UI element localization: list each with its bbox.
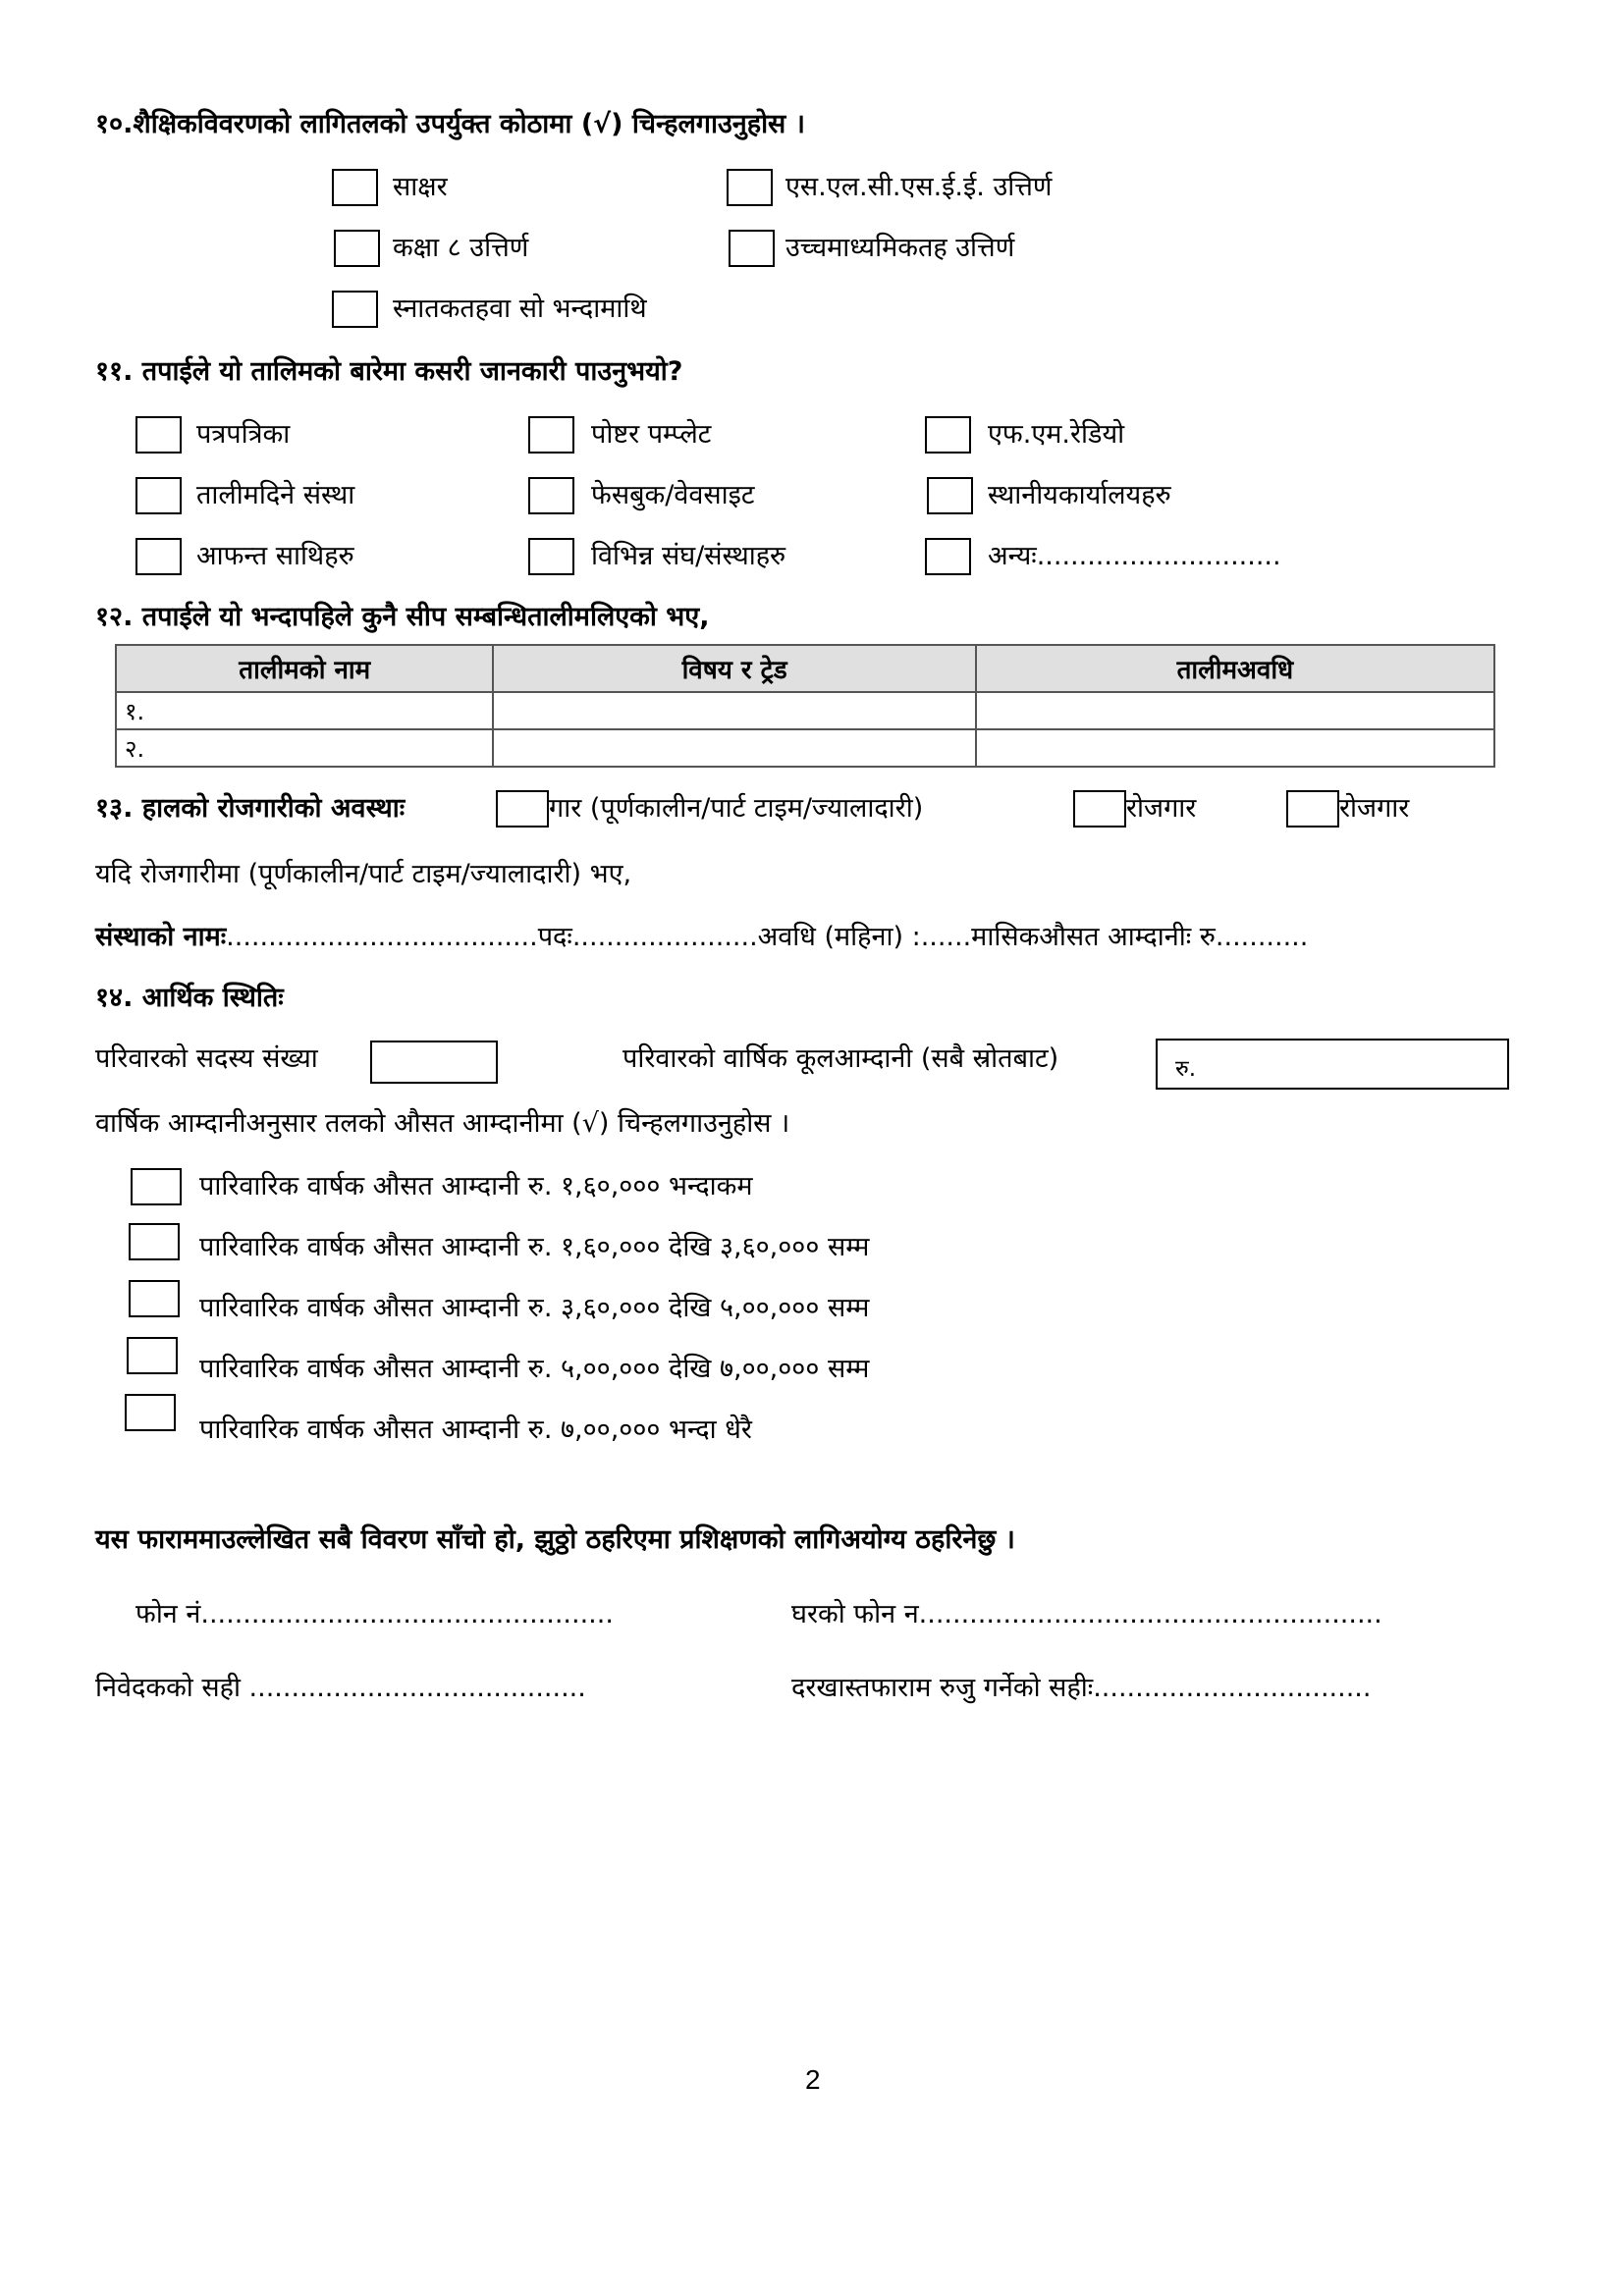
checkbox-employed[interactable] — [496, 790, 549, 828]
page-number: 2 — [805, 2064, 821, 2095]
table-cell[interactable]: २. — [116, 729, 493, 767]
training-table — [115, 644, 1495, 768]
checkbox-income-160k-360k[interactable] — [129, 1223, 180, 1260]
checkbox-income-above-700k[interactable] — [125, 1394, 176, 1431]
checkbox-higher-secondary[interactable] — [729, 230, 775, 267]
annual-income-input[interactable] — [1156, 1039, 1509, 1090]
option-label: पोष्टर पम्प्लेट — [591, 419, 712, 450]
q11-title: ११. तपाईले यो तालिमको बारेमा कसरी जानकारी पाउनुभयो? — [95, 356, 683, 387]
checkbox-bachelor-above[interactable] — [332, 291, 378, 328]
q14-title: १४. आर्थिक स्थितिः — [95, 983, 284, 1013]
organization-line — [95, 921, 1308, 954]
column-header: तालीमको नाम — [116, 645, 493, 692]
checkbox-class8-passed[interactable] — [334, 230, 380, 267]
checkbox-self-employed[interactable] — [1073, 790, 1126, 828]
phone-field[interactable]: फोन नं................................................. — [135, 1599, 614, 1629]
checkbox-training-org[interactable] — [135, 477, 182, 514]
q10-title: १०.शैक्षिकविवरणको लागितलको उपर्युक्त कोठामा (√) चिन्हलगाउनुहोस । — [95, 109, 805, 139]
checkbox-relatives-friends[interactable] — [135, 538, 182, 575]
table-row — [116, 729, 1494, 767]
members-label: परिवारको सदस्य संख्या — [95, 1043, 318, 1074]
checkbox-facebook-website[interactable] — [528, 477, 574, 514]
table-cell[interactable] — [976, 692, 1494, 729]
option-label: विभिन्न संघ/संस्थाहरु — [591, 541, 786, 571]
option-label: स्थानीयकार्यालयहरु — [988, 480, 1171, 510]
option-label: पारिवारिक वार्षक औसत आम्दानी रु. १,६०,००० भन्दाकम — [199, 1171, 753, 1201]
q12-title: १२. तपाईले यो भन्दापहिले कुनै सीप सम्बन्धितालीमलिएको भए, — [95, 602, 710, 632]
checkbox-slc-passed[interactable] — [727, 169, 773, 206]
option-label: पारिवारिक वार्षक औसत आम्दानी रु. ३,६०,००० देखि ५,००,००० सम्म — [199, 1293, 870, 1323]
column-header: तालीमअवधि — [976, 645, 1494, 692]
option-label: तालीमदिने संस्था — [196, 480, 355, 510]
home-phone-field[interactable]: घरको फोन न....................................................... — [791, 1599, 1382, 1629]
column-header: विषय र ट्रेड — [493, 645, 975, 692]
option-label: गार (पूर्णकालीन/पार्ट टाइम/ज्यालादारी) — [549, 793, 924, 824]
option-label: आफन्त साथिहरु — [196, 541, 354, 571]
currency-prefix: रु. — [1175, 1056, 1197, 1082]
option-label: पत्रपत्रिका — [196, 419, 291, 450]
checkbox-other[interactable] — [925, 538, 971, 575]
table-header-row — [116, 645, 1494, 692]
checkbox-literate[interactable] — [332, 169, 378, 206]
option-label: पारिवारिक वार्षक औसत आम्दानी रु. ५,००,००० देखि ७,००,००० सम्म — [199, 1354, 870, 1384]
option-label: फेसबुक/वेवसाइट — [591, 480, 755, 510]
option-label: रोजगार — [1126, 793, 1197, 824]
checkbox-local-office[interactable] — [927, 477, 973, 514]
org-fields: .....................................पदः......................अवधि (महिना) :......मासिकऔसत आम्दानीः रु........... — [226, 922, 1309, 952]
table-row — [116, 692, 1494, 729]
declaration: यस फाराममाउल्लेखित सबै विवरण साँचो हो, झुठ्ठो ठहरिएमा प्रशिक्षणको लागिअयोग्य ठहरिनेछु । — [95, 1524, 1015, 1555]
applicant-signature-field[interactable]: निवेदकको सही ........................................ — [95, 1673, 586, 1703]
checkbox-unemployed[interactable] — [1286, 790, 1339, 828]
table-cell[interactable] — [976, 729, 1494, 767]
option-label: उच्चमाध्यमिकतह उत्तिर्ण — [785, 233, 1015, 263]
option-label: एस.एल.सी.एस.ई.ई. उत्तिर्ण — [785, 172, 1053, 202]
checkbox-income-below-160k[interactable] — [131, 1168, 182, 1205]
option-label: पारिवारिक वार्षक औसत आम्दानी रु. १,६०,००० देखि ३,६०,००० सम्म — [199, 1232, 870, 1262]
receiver-signature-field[interactable]: दरखास्तफाराम रुजु गर्नेको सहीः................................. — [791, 1673, 1372, 1703]
option-label: अन्यः............................. — [988, 541, 1281, 571]
option-label: कक्षा ८ उत्तिर्ण — [393, 233, 529, 263]
table-cell[interactable]: १. — [116, 692, 493, 729]
option-label: साक्षर — [393, 172, 448, 202]
table-cell[interactable] — [493, 729, 975, 767]
employment-condition: यदि रोजगारीमा (पूर्णकालीन/पार्ट टाइम/ज्यालादारी) भए, — [95, 859, 632, 889]
option-label: स्नातकतहवा सो भन्दामाथि — [393, 294, 647, 324]
checkbox-organizations[interactable] — [528, 538, 574, 575]
income-label: परिवारको वार्षिक कूलआम्दानी (सबै स्रोतबाट) — [623, 1043, 1059, 1074]
table-cell[interactable] — [493, 692, 975, 729]
option-label: एफ.एम.रेडियो — [988, 419, 1125, 450]
checkbox-fm-radio[interactable] — [925, 416, 971, 454]
members-input[interactable] — [370, 1041, 498, 1084]
checkbox-income-360k-500k[interactable] — [129, 1280, 180, 1317]
option-label: रोजगार — [1339, 793, 1410, 824]
income-instruction: वार्षिक आम्दानीअनुसार तलको औसत आम्दानीमा (√) चिन्हलगाउनुहोस । — [95, 1108, 790, 1139]
org-label: संस्थाको नामः — [95, 922, 227, 952]
option-label: पारिवारिक वार्षक औसत आम्दानी रु. ७,००,००० भन्दा धेरै — [199, 1415, 752, 1445]
q13-title: १३. हालको रोजगारीको अवस्थाः — [95, 793, 406, 824]
checkbox-income-500k-700k[interactable] — [127, 1337, 178, 1374]
checkbox-poster[interactable] — [528, 416, 574, 454]
checkbox-newspaper[interactable] — [135, 416, 182, 454]
